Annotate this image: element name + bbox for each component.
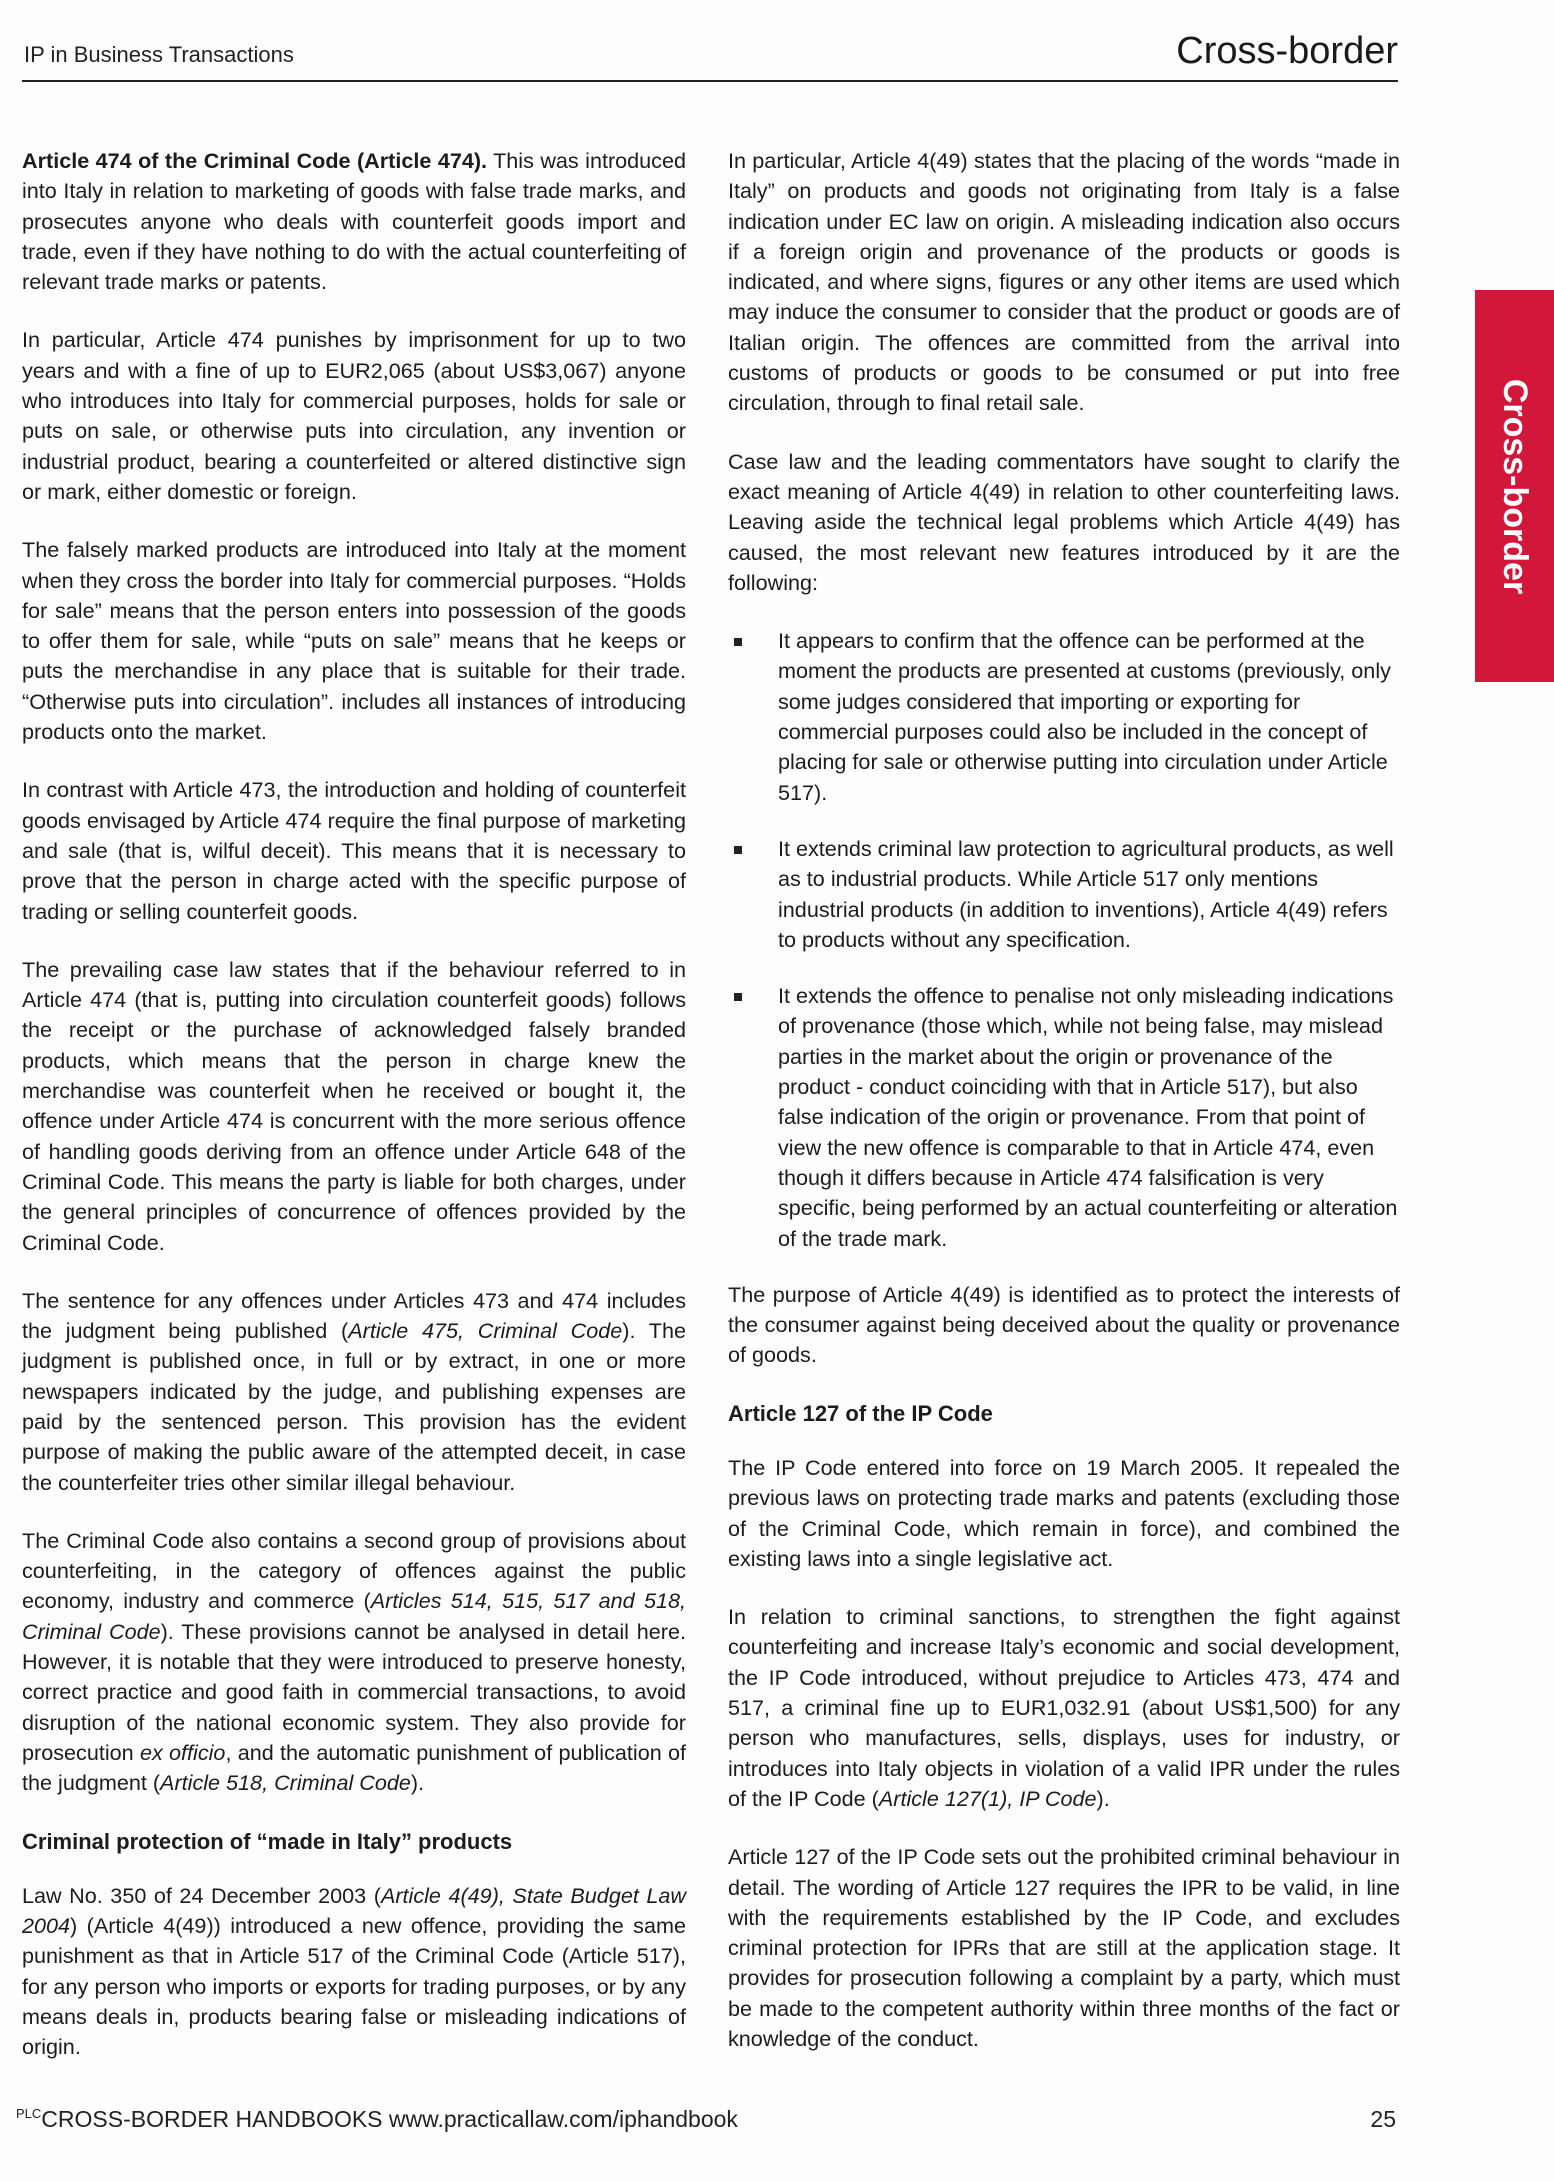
paragraph-text: ). These provisions cannot be analysed in detail here. However, it is notable that they were introduced to preserve honesty, correct practice and good faith in commercial transactions, to avoid disruption of the national economic system. They also provide for prosecution bbox=[22, 1618, 686, 1765]
plc-mark: PLC bbox=[16, 2106, 42, 2121]
paragraph: The purpose of Article 4(49) is identified as to protect the interests of the consumer against being deceived about the quality or provenance of goods. bbox=[728, 1281, 1400, 1368]
paragraph: In contrast with Article 473, the introduction and holding of counterfeit goods envisaged by Article 474 require the final purpose of marketing and sale (that is, wilful deceit). This means that it is necessary to prove that the person in charge acted with the specific purpose of trading or selling counterfeit goods. bbox=[22, 777, 686, 924]
paragraph-text: The Criminal Code also contains a second group of provisions about counterfeiting, in the category of offences against the public economy, industry and commerce ( bbox=[22, 1527, 686, 1614]
citation: Article 475, Criminal Code bbox=[348, 1318, 623, 1344]
paragraph: Article 127 of the IP Code sets out the prohibited criminal behaviour in detail. The wording of Article 127 requires the IPR to be valid, in line with the requirements established by the IP Code, and excludes criminal protection for IPRs that are still at the application stage. It provides for prosecution following a complaint by a party, which must be made to the competent authority within three months of the fact or knowledge of the conduct. bbox=[728, 1844, 1400, 2052]
list-item-text: It appears to confirm that the offence can be performed at the moment the products are presented at customs (previously, only some judges considered that importing or exporting for commercial purposes could also be included in the concept of placing for sale or otherwise putting into circulation under Article 517). bbox=[778, 628, 1391, 805]
citation: Article 127(1), IP Code bbox=[878, 1785, 1097, 1811]
section-title: Cross-border bbox=[1176, 30, 1398, 72]
paragraph: In particular, Article 4(49) states that the placing of the words “made in Italy” on products and goods not originating from Italy is a false indication under EC law on origin. A misleading indication also occurs if a foreign origin and provenance of the products or goods is indicated, and where signs, figures or any other items are used which may induce the consumer to consider that the product or goods are of Italian origin. The offences are committed from the arrival into customs of products or goods to be consumed or put into free circulation, through to final retail sale. bbox=[728, 148, 1400, 416]
paragraph bbox=[22, 1526, 686, 1799]
page-footer bbox=[16, 2106, 1396, 2133]
paragraph-text: Law No. 350 of 24 December 2003 ( bbox=[22, 1882, 381, 1908]
paragraph-text: ). The judgment is published once, in full or by extract, in one or more newspapers indicated by the judge, and publishing expenses are paid by the sentenced person. This provision has the evident purpose of making the public aware of the attempted deceit, in case the counterfeiter tries other similar illegal behaviour. bbox=[22, 1318, 687, 1495]
list-item-text: It extends the offence to penalise not only misleading indications of provenance (those which, while not being false, may mislead parties in the market about the origin or provenance of the product - conduct coinciding with that in Article 517), but also false indication of the origin or provenance. From that point of view the new offence is comparable to that in Article 474, even though it differs because in Article 474 falsification is very specific, being performed by an actual counterfeiting or alteration of the trade mark. bbox=[778, 983, 1398, 1251]
paragraph bbox=[728, 1602, 1400, 1814]
bullet-icon bbox=[734, 638, 742, 646]
running-title: IP in Business Transactions bbox=[24, 42, 294, 67]
bullet-icon bbox=[734, 993, 742, 1001]
citation: Article 518, Criminal Code bbox=[160, 1770, 411, 1796]
paragraph-lead: Article 474 of the Criminal Code (Article 474). bbox=[22, 148, 488, 173]
section-tab bbox=[1475, 290, 1554, 682]
paragraph: The prevailing case law states that if the behaviour referred to in Article 474 (that is, putting into circulation counterfeit goods) follows the receipt or the purchase of acknowledged falsely branded products, which means that the person in charge knew the merchandise was counterfeit when he received or bought it, the offence under Article 474 is concurrent with the more serious offence of handling goods deriving from an offence under Article 648 of the Criminal Code. This means the party is liable for both charges, under the general principles of concurrence of offences provided by the Criminal Code. bbox=[22, 956, 686, 1255]
paragraph-text: ). bbox=[410, 1770, 425, 1796]
paragraph-text: The sentence for any offences under Articles 473 and 474 includes the judgment being published ( bbox=[22, 1287, 686, 1344]
page-header bbox=[22, 30, 1398, 82]
paragraph-text: ) (Article 4(49)) introduced a new offence, providing the same punishment as that in Article 517 of the Criminal Code (Article 517), for any person who imports or exports for trading purposes, or by any means deals in, products bearing false or misleading indications of origin. bbox=[22, 1913, 686, 2060]
list-item bbox=[728, 981, 1400, 1254]
bullet-icon bbox=[734, 846, 742, 854]
paragraph: The falsely marked products are introduced into Italy at the moment when they cross the border into Italy for commercial purposes. “Holds for sale” means that the person enters into possession of the goods to offer them for sale, while “puts on sale” means that he keeps or puts the merchandise in any place that is suitable for their trade. “Otherwise puts into circulation”. includes all instances of introducing products onto the market. bbox=[22, 537, 686, 745]
paragraph: Case law and the leading commentators have sought to clarify the exact meaning of Article 4(49) in relation to other counterfeiting laws. Leaving aside the technical legal problems which Article 4(49) has caused, the most relevant new features introduced by it are the following: bbox=[728, 448, 1400, 595]
paragraph-text: , and the automatic punishment of publication of the judgment ( bbox=[22, 1739, 687, 1796]
left-column bbox=[22, 146, 686, 2091]
paragraph-text: ). bbox=[1096, 1785, 1110, 1811]
section-tab-label: Cross-border bbox=[1496, 378, 1534, 594]
right-column bbox=[728, 146, 1400, 2082]
paragraph bbox=[22, 146, 686, 297]
section-heading: Article 127 of the IP Code bbox=[728, 1400, 993, 1426]
list-item bbox=[728, 626, 1400, 808]
citation: Articles 514, 515, 517 and 518, Criminal Code bbox=[22, 1588, 686, 1644]
paragraph bbox=[22, 1881, 686, 2063]
list-item-text: It extends criminal law protection to agricultural products, as well as to industrial products. While Article 517 only mentions industrial products (in addition to inventions), Article 4(49) refers to products without any specification. bbox=[778, 835, 1394, 952]
paragraph-text: In relation to criminal sanctions, to strengthen the fight against counterfeiting and increase Italy’s economic and social development, the IP Code introduced, without prejudice to Articles 473, 474 and 517, a criminal fine up to EUR1,032.91 (about US$1,500) for any person who manufactures, sells, displays, uses for industry, or introduces into Italy objects in violation of a valid IPR under the rules of the IP Code ( bbox=[728, 1604, 1400, 1811]
citation: Article 4(49), State Budget Law 2004 bbox=[22, 1882, 686, 1939]
latin-term: ex officio bbox=[139, 1739, 226, 1765]
paragraph: In particular, Article 474 punishes by imprisonment for up to two years and with a fine of up to EUR2,065 (about US$3,067) anyone who introduces into Italy for commercial purposes, holds for sale or puts on sale, or otherwise puts into circulation, any invention or industrial product, bearing a counterfeited or altered distinctive sign or mark, either domestic or foreign. bbox=[22, 327, 686, 504]
bullet-list bbox=[728, 626, 1400, 1254]
footer-text: CROSS-BORDER HANDBOOKS www.practicallaw.com/iphandbook bbox=[41, 2106, 738, 2132]
paragraph bbox=[22, 1286, 686, 1498]
page-number: 25 bbox=[1370, 2106, 1396, 2132]
list-item bbox=[728, 834, 1400, 955]
paragraph: The IP Code entered into force on 19 March 2005. It repealed the previous laws on protecting trade marks and patents (excluding those of the Criminal Code, which remain in force), and combined the existing laws into a single legislative act. bbox=[728, 1454, 1400, 1571]
section-heading: Criminal protection of “made in Italy” products bbox=[22, 1828, 513, 1854]
paragraph-text: This was introduced into Italy in relation to marketing of goods with false trade marks, and prosecutes anyone who deals with counterfeit goods import and trade, even if they have nothing to do with the actual counterfeiting of relevant trade marks or patents. bbox=[22, 148, 686, 295]
